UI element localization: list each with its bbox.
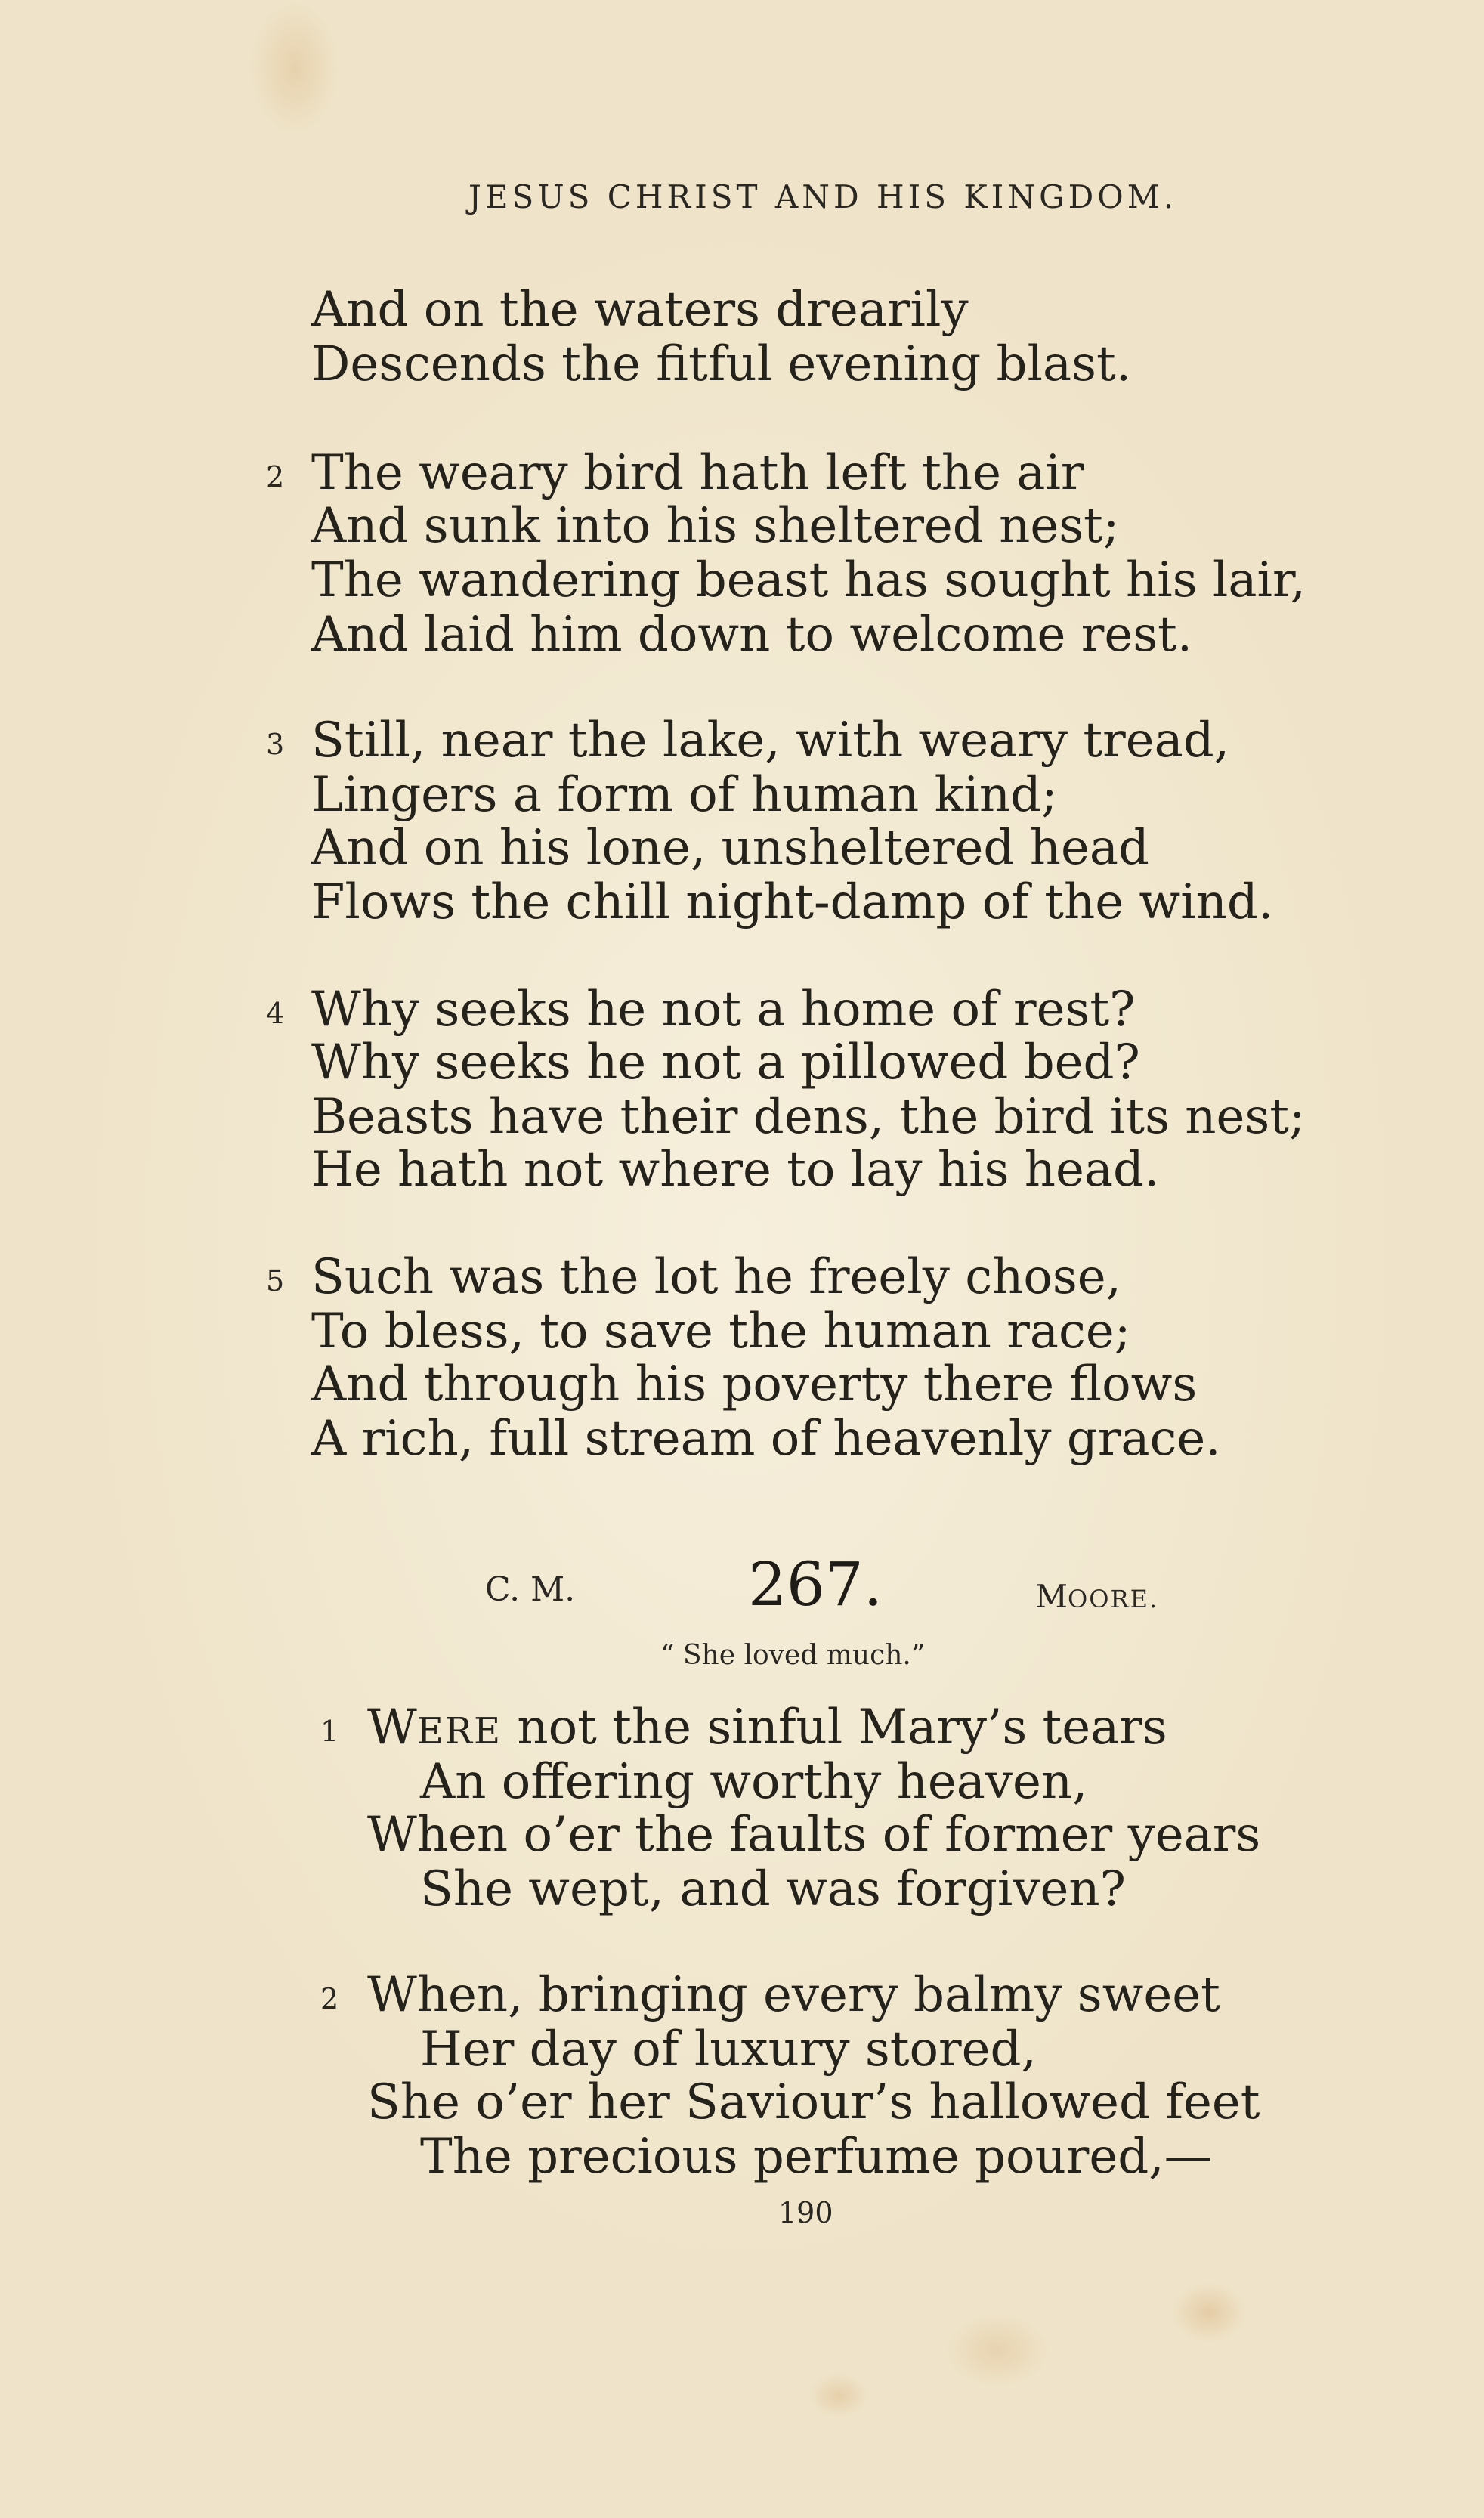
verse-line: Still, near the lake, with weary tread,	[311, 713, 1230, 769]
verse-line: And laid him down to welcome rest.	[311, 607, 1193, 663]
tune-name-initial: M	[1035, 1578, 1068, 1615]
verse-line: Lingers a form of human kind;	[311, 767, 1058, 823]
verse-line: And on his lone, unsheltered head	[311, 820, 1149, 876]
verse-line: And on the waters drearily	[311, 282, 969, 338]
verse-line: Such was the lot he freely chose,	[311, 1249, 1121, 1305]
hymn-number: 267.	[748, 1549, 883, 1619]
verse-line: She wept, and was forgiven?	[420, 1861, 1126, 1917]
stanza-number: 3	[266, 728, 285, 761]
verse-line: Flows the chill night-damp of the wind.	[311, 874, 1274, 930]
verse-line: Beasts have their dens, the bird its nest;	[311, 1089, 1306, 1145]
verse-line: The wandering beast has sought his lair,	[311, 552, 1306, 608]
verse-line-rest: not the sinful Mary’s tears	[502, 1700, 1167, 1755]
verse-line: The weary bird hath left the air	[311, 445, 1084, 501]
epigraph: “ She loved much.”	[660, 1640, 926, 1671]
tune-name	[1035, 1578, 1158, 1615]
stanza-number: 5	[266, 1264, 285, 1298]
small-caps-word: ERE	[416, 1710, 502, 1752]
stanza-number: 1	[320, 1715, 339, 1748]
drop-initial: W	[367, 1700, 417, 1755]
verse-line: Why seeks he not a home of rest?	[311, 982, 1136, 1038]
verse-line: Her day of luxury stored,	[420, 2022, 1037, 2077]
verse-line: When o’er the faults of former years	[367, 1807, 1261, 1863]
verse-line: Why seeks he not a pillowed bed?	[311, 1035, 1140, 1090]
verse-line: He hath not where to lay his head.	[311, 1142, 1160, 1198]
verse-line: To bless, to save the human race;	[311, 1304, 1131, 1360]
running-head: JESUS CHRIST AND HIS KINGDOM.	[468, 178, 1178, 215]
verse-line	[367, 1700, 1167, 1755]
verse-line: Descends the fitful evening blast.	[311, 336, 1132, 392]
stanza-number: 4	[266, 997, 285, 1030]
verse-line: The precious perfume poured,—	[420, 2129, 1213, 2185]
verse-line: When, bringing every balmy sweet	[367, 1967, 1220, 2023]
verse-line: And through his poverty there flows	[311, 1356, 1198, 1412]
stanza-number: 2	[320, 1982, 339, 2015]
verse-line: And sunk into his sheltered nest;	[311, 498, 1120, 554]
hymn-meter: C. M.	[485, 1570, 576, 1609]
verse-line: A rich, full stream of heavenly grace.	[311, 1411, 1221, 1467]
stanza-number: 2	[266, 460, 285, 493]
page-number: 190	[778, 2196, 833, 2229]
verse-line: An offering worthy heaven,	[420, 1754, 1088, 1810]
tune-name-rest: OORE.	[1068, 1585, 1159, 1613]
verse-line: She o’er her Saviour’s hallowed feet	[367, 2074, 1260, 2130]
